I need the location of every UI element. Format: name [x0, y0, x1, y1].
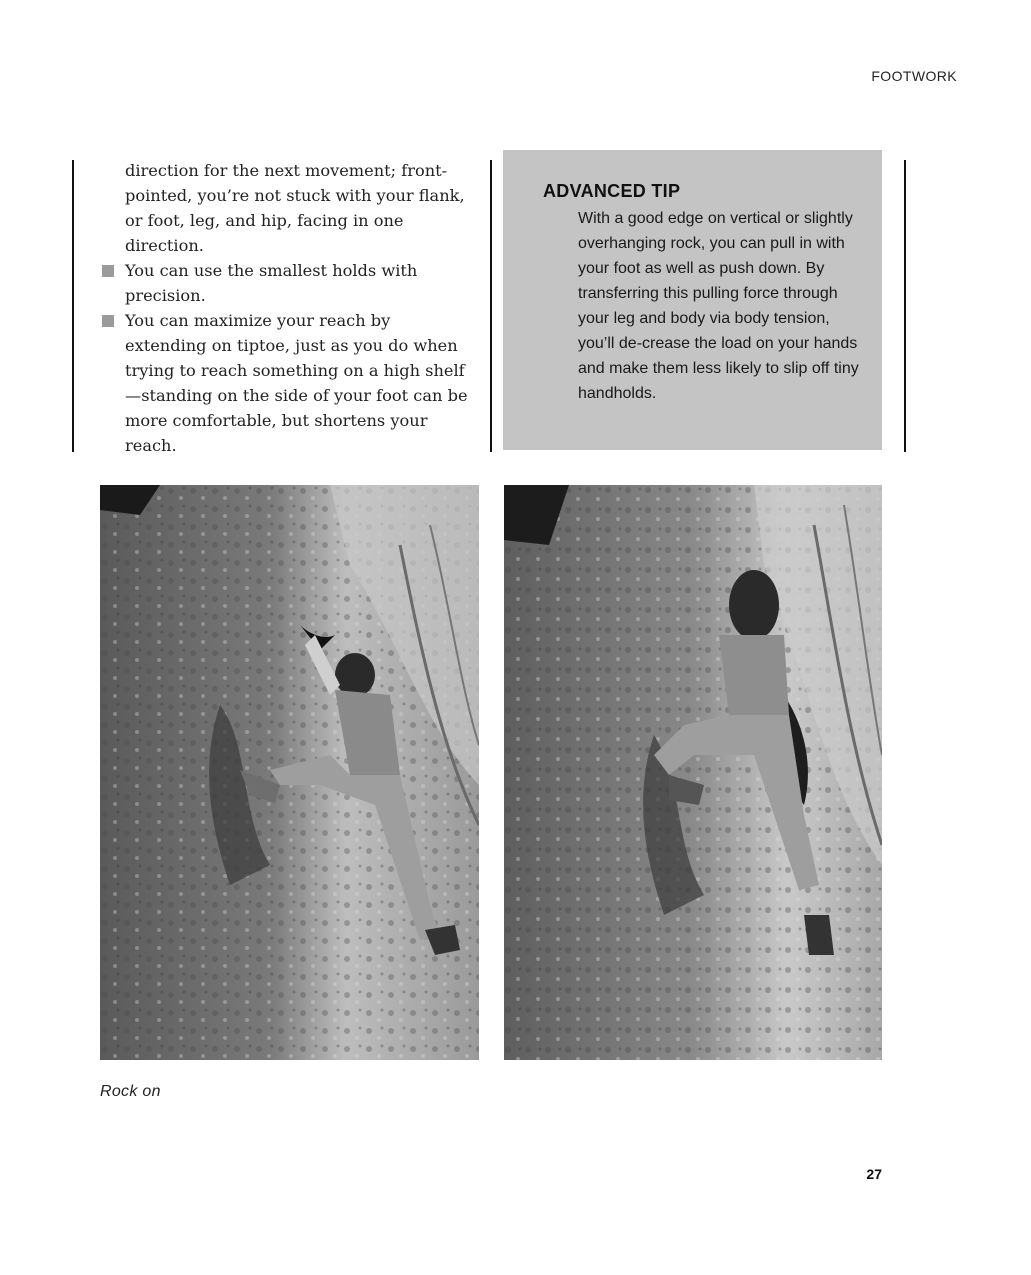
center-column-rule	[490, 160, 492, 452]
photo-caption: Rock on	[100, 1083, 161, 1100]
square-bullet-icon	[102, 315, 114, 327]
climbing-photo-left-image	[100, 485, 479, 1060]
page-number: 27	[866, 1166, 882, 1182]
list-item-text: You can use the smallest holds with precision.	[125, 261, 418, 305]
body-text-column	[100, 158, 472, 458]
advanced-tip-box	[503, 150, 882, 450]
right-column-rule	[904, 160, 906, 452]
continued-paragraph: direction for the next movement; front-pointed, you’re not stuck with your flank, or foot, leg, and hip, facing in one direction.	[125, 161, 465, 255]
running-head: FOOTWORK	[871, 68, 957, 84]
list-item-text: You can maximize your reach by extending on tiptoe, just as you do when trying to reach something on a high shelf—standing on the side of your foot can be more comfortable, but shortens your reach.	[125, 311, 468, 455]
climbing-photo-right-image	[504, 485, 882, 1060]
left-column-rule	[72, 160, 74, 452]
advantages-list	[100, 258, 472, 458]
climbing-photo-right	[504, 485, 882, 1060]
climbing-photo-left	[100, 485, 479, 1060]
tip-body: With a good edge on vertical or slightly overhanging rock, you can pull in with your foot as well as push down. By transferring this pulling force through your leg and body via body tension, you’ll de-crease the load on your hands and make them less likely to slip off tiny handholds.	[578, 210, 859, 402]
list-item	[100, 308, 472, 458]
list-item	[100, 258, 472, 308]
square-bullet-icon	[102, 265, 114, 277]
tip-heading: ADVANCED TIP	[543, 181, 681, 201]
